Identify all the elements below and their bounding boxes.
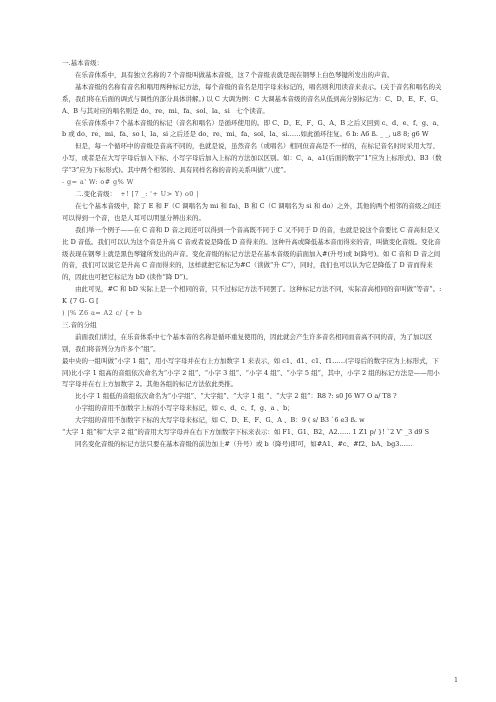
paragraph: 在乐音体系中７个基本音级的标记（音名和唱名）是循环使用的。即 C、D、E、F、G、A、B 之后又回到 c、d、e、f、g、a、b 或 do、re、mi、fa、so l、la、si 之后还是 do、re、mi、fa、sol、la、si……如此循环往复。6 b: A6 ß. _ _, u8 8; g6 W bbox=[62, 118, 443, 139]
noise-fragment: +! [7 _: '+ U> Y) o0 | bbox=[120, 189, 199, 198]
paragraph: 比小字 1 组低的音组依次命名为“小字组”、“大字组”、“大字 1 组 ”、“大字 2 组”：R8 ?: s0 J6 W7 O a/ T8 ? bbox=[75, 392, 397, 401]
section-heading-basic-notes: 一.基本音级： bbox=[62, 59, 104, 67]
paragraph: 在七个基本音级中，除了 E 和 F（C 调唱名为 mi 和 fa)、B 和 C（C 调唱名为 si 和 do）之外，其他的两个相邻的音级之间还可以得到一个音，也是人耳可以明显分辨出来的。 bbox=[62, 201, 441, 222]
paragraph: 前面我们讲过，在乐音体系中七个基本音的名称是循环重复使用的，因此就会产生许多音名相同而音高不同的音，为了加以区别，我们将音列分为许多个“组”。 bbox=[62, 332, 433, 353]
noise-line: ) |% Z6 a= A2 c/ {+ b bbox=[62, 309, 143, 318]
paragraph: 在乐音体系中，具有独立名称的７个音级叫做基本音级，这７个音级表就是现在钢琴上白色琴键所发出的声音。 bbox=[75, 70, 394, 79]
paragraph: 但是，每一个循环中的音级是音高不同的，也就是说，虽然音名（或唱名）相同但音高是不一样的，在标记音名时时采用大写、小写，或者是在大写字母后加入下标、小写字母后加入上标的方法加以区别。如：C、a、a1(后面的数字“1”应为上标形式)、B3（数字“3”应为下标形式)。其中两个相邻的、具有同样名称的音的关系叫做“八度”。 bbox=[62, 142, 442, 175]
paragraph: 最中央的一组叫做“小字 1 组”，用小写字母并在右上方加数字 1 来表示，如 c1、d1、c1、f1……(字母后的数字应为上标形式，下同)比小字 1 组高的音组依次命名为“小字 2 组”、“小字 3 组”、“小字 4 组”、“小字 5 组”，其中，小字 2 组的标记方法是——用小写字母并在右上方加数字 2。其他各组的标记方法依此类推。 bbox=[62, 356, 440, 389]
paragraph: 我们举一个例子——在 C 音和 D 音之间还可以得到一个音高既不同于 C 又不同于 D 的音，也就是说这个音要比 C 音高但是又比 D 音低。我们可以认为这个音是升高 C 音或者说是降低 D 音得来的。这种升高或降低基本音而得来的音，叫做变化音级。变化音级表现在钢琴上就是黑色琴键所发出的声音。变化音级的标记方法是在基本音级的前面加入#(升号)或 b(降号)。如 C 音和 D 音之间的音，我们可以说它是升高 C 音而得来的，这样就把它标记为#C（读做“升 C”），同时，我们也可以认为它是降低了 D 音而得来的，因此也可把它标记为 bD (读作“降 D”)。 bbox=[62, 225, 441, 282]
page-number: 1 bbox=[454, 677, 458, 684]
section-heading-text: 二.变化音级： bbox=[75, 189, 117, 198]
document-body bbox=[62, 58, 444, 451]
paragraph: 由此可见，#C 和 bD 实际上是一个相同的音，只不过标记方法不同罢了。这种标记方法不同，实际音高相同的音叫做“等音”。: K {7 G- G [ bbox=[62, 285, 442, 306]
paragraph: 同名变化音级的标记方法只要在基本音级的前边加上#（升号）或 b（降号)即可，如#A1、#c、#f2、bA、bg3…… bbox=[75, 440, 413, 448]
paragraph: “大字 1 组”和“大字 2 组”的音用大写字母并在右下方加数字下标来表示：如 F1、G1、B2、A2…… 1 Z1 p/ }! `2 V' _3 d9 S bbox=[62, 428, 430, 437]
paragraph: 基本音级的名称有音名和唱用两种标记方法，每个音级的音名是用字母来标记的，唱名则利用读音来表示。(关于音名和唱名的关系，我们将在后面的调式与调性的部分具体讲解。) 以 C 大调为例：C 大调基本音级的音名从低到高分别标记为：C、D、E、F、G、A、B 与其对应的唱名则是 do、re、mi、fa、sol、la、si 七个读音。 bbox=[62, 82, 443, 115]
section-heading-note-groups: 三.音的分组 bbox=[62, 320, 97, 329]
section-heading-altered-notes bbox=[62, 189, 444, 201]
paragraph: 小字组的音用不加数字上标的小写字母来标记，如 c、d、c、f、g、a 、b； bbox=[75, 404, 294, 413]
paragraph: 大字组的音用不加数字下标的大写字母来标记，如 C、D、E、F、G、A 、B：9 ( s/ B3 `6 e3 ß. w bbox=[75, 416, 365, 425]
noise-line: - g= a' W: o# g% W bbox=[62, 178, 134, 187]
